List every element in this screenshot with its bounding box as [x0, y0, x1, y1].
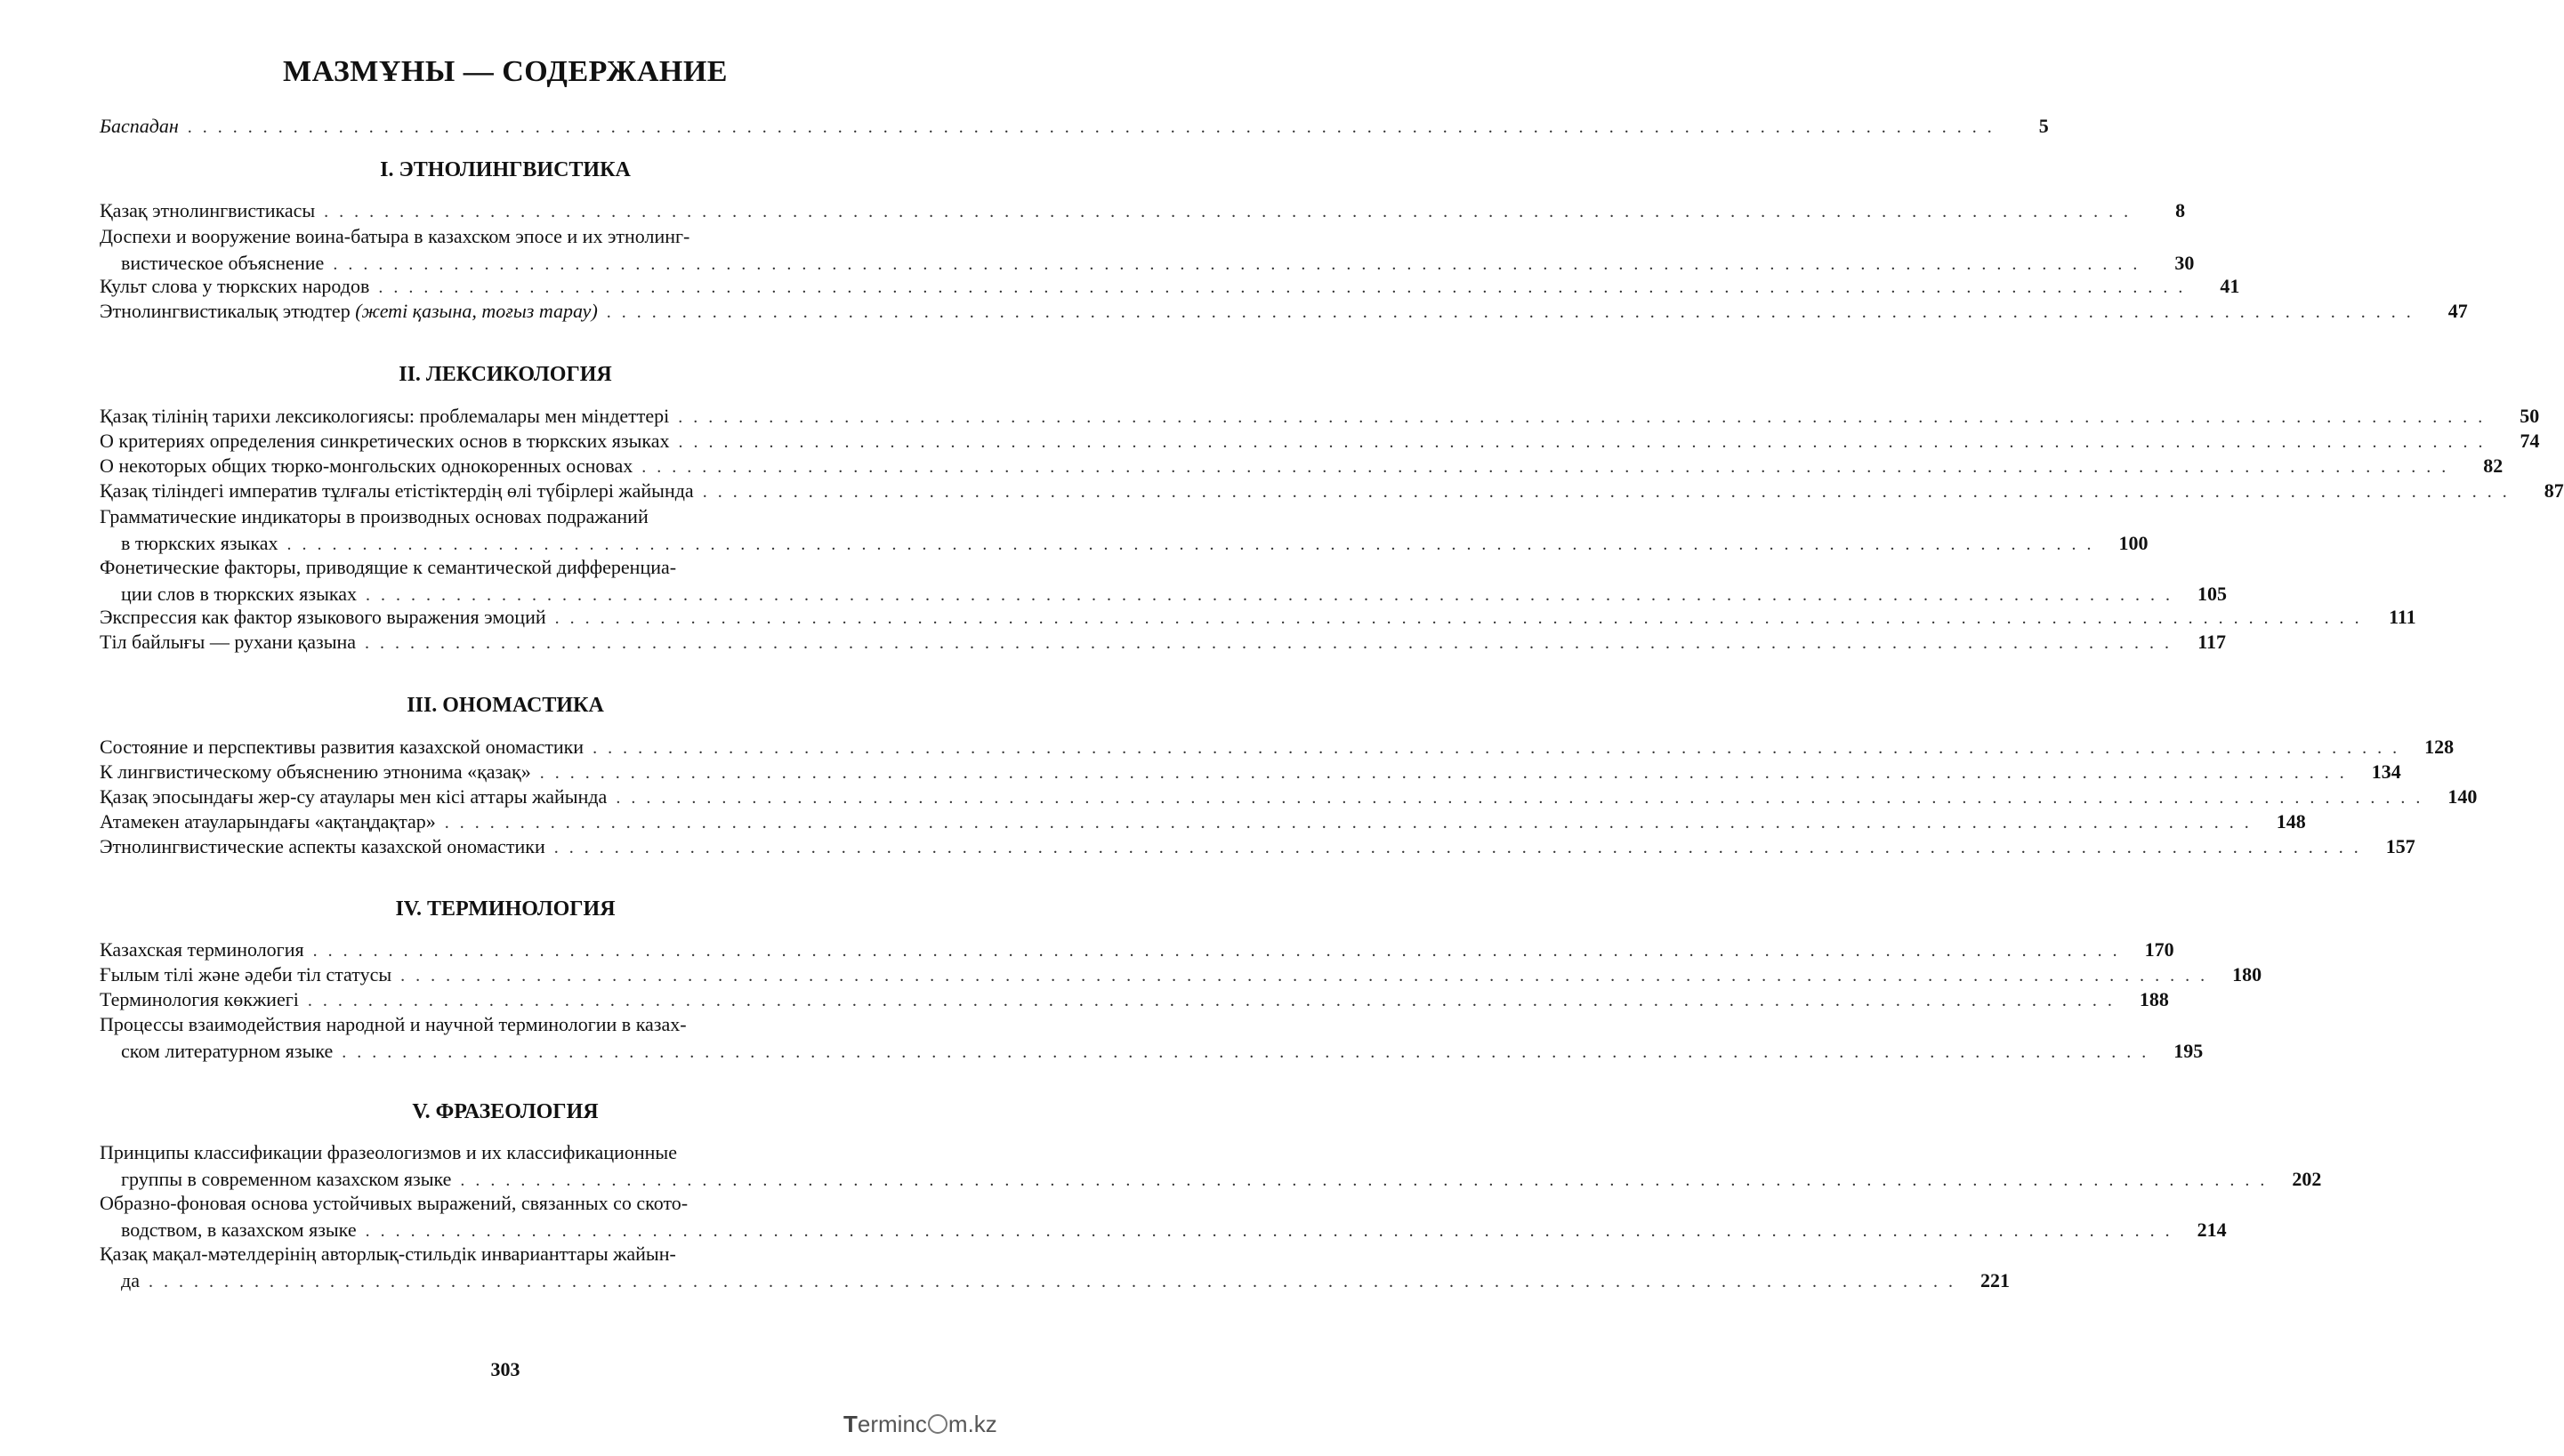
entry-label: Доспехи и вооружение воина-батыра в казахском эпосе и их этнолинг- — [100, 225, 690, 247]
dot-leader: ........................................................................................................................ — [554, 608, 2370, 628]
entry-label: Этнолингвистикалық этюдтер — [100, 300, 351, 322]
toc-entry[interactable] — [100, 759, 2401, 787]
entry-label: Культ слова у тюркских народов — [100, 275, 370, 297]
page-title: МАЗМҰНЫ — СОДЕРЖАНИЕ — [283, 55, 728, 88]
entry-label: Терминология көкжиегі — [100, 988, 299, 1010]
dot-leader: ........................................................................................................................ — [678, 407, 2494, 427]
toc-entry[interactable] — [100, 1190, 2227, 1244]
entry-label-cont: группы в современном казахском языке — [121, 1167, 452, 1190]
toc-entry[interactable] — [100, 604, 2416, 632]
section-title: III. ОНОМАСТИКА — [407, 694, 604, 717]
entry-label: Тіл байлығы — рухани қазына — [100, 631, 357, 653]
toc-entry-intro[interactable] — [100, 113, 2049, 141]
entry-page: 214 — [2197, 1218, 2227, 1241]
dot-leader: ........................................................................................................................ — [333, 253, 2149, 274]
entry-label: Образно-фоновая основа устойчивых выражений, связанных со ското- — [100, 1192, 689, 1214]
toc-entry[interactable] — [100, 808, 2306, 837]
entry-page: 134 — [2371, 760, 2401, 783]
dot-leader: ........................................................................................................................ — [378, 278, 2194, 297]
toc-entry[interactable] — [100, 1241, 2010, 1295]
entry-label-cont: да — [121, 1268, 140, 1291]
dot-leader: ........................................................................................................................ — [702, 482, 2518, 502]
dot-leader: ........................................................................................................................ — [460, 1170, 2276, 1190]
dot-leader: ........................................................................................................................ — [539, 763, 2355, 783]
entry-page: 140 — [2447, 785, 2478, 808]
dot-leader: ........................................................................................................................ — [365, 584, 2181, 605]
section-title: I. ЭТНОЛИНГВИСТИКА — [380, 158, 631, 181]
dot-leader: ........................................................................................................................ — [606, 302, 2422, 322]
toc-entry[interactable] — [100, 478, 2564, 506]
entry-page: 87 — [2544, 479, 2564, 502]
toc-entry[interactable] — [100, 503, 2149, 558]
toc-entry[interactable] — [100, 223, 2195, 278]
toc-entry[interactable] — [100, 554, 2227, 608]
watermark-text-1: erminc — [857, 1411, 927, 1437]
toc-entry[interactable] — [100, 734, 2455, 762]
entry-page: 100 — [2118, 531, 2149, 554]
entry-page: 8 — [2175, 199, 2186, 221]
entry-label: Грамматические индикаторы в производных основах подражаний — [100, 505, 649, 527]
dot-leader: ........................................................................................................................ — [148, 1271, 1963, 1291]
entry-page: 74 — [2520, 430, 2540, 452]
toc-entry[interactable] — [100, 298, 2468, 326]
entry-label: Ғылым тілі және әдеби тіл статусы — [100, 963, 392, 985]
entry-page: 105 — [2197, 582, 2227, 605]
entry-label: Состояние и перспективы развития казахской ономастики — [100, 736, 585, 758]
dot-leader: ........................................................................................................................ — [286, 534, 2102, 554]
entry-label: О критериях определения синкретических основ в тюркских языках — [100, 430, 670, 452]
entry-label: Казахская терминология — [100, 938, 304, 961]
toc-entry[interactable] — [100, 453, 2504, 481]
entry-page: 170 — [2144, 938, 2174, 961]
toc-entry[interactable] — [100, 197, 2186, 226]
entry-label: Қазақ тіліндегі императив тұлғалы етістіктердің өлі түбірлері жайында — [100, 479, 694, 502]
dot-leader: ........................................................................................................................ — [312, 941, 2128, 961]
entry-page: 221 — [1979, 1268, 2010, 1291]
entry-page: 157 — [2385, 835, 2415, 857]
entry-label: Процессы взаимодействия народной и научной терминологии в казах- — [100, 1013, 687, 1035]
entry-label-cont: вистическое объяснение — [121, 251, 325, 274]
entry-label: Баспадан — [100, 115, 179, 137]
entry-label: Этнолингвистические аспекты казахской ономастики — [100, 835, 545, 857]
entry-label: О некоторых общих тюрко-монгольских однокоренных основах — [100, 454, 633, 477]
section-title: II. ЛЕКСИКОЛОГИЯ — [399, 363, 612, 386]
toc-entry[interactable] — [100, 629, 2227, 657]
toc-entry[interactable] — [100, 961, 2262, 990]
entry-page: 195 — [2173, 1039, 2204, 1062]
entry-label-cont: в тюркских языках — [121, 531, 278, 554]
entry-label: Фонетические факторы, приводящие к семантической дифференциа- — [100, 556, 677, 578]
entry-page: 50 — [2520, 405, 2540, 427]
page-number: 303 — [490, 1358, 520, 1380]
entry-label-cont: ском литературном языке — [121, 1039, 334, 1062]
entry-label-cont: ции слов в тюркских языках — [121, 582, 357, 605]
entry-page: 82 — [2483, 454, 2504, 477]
entry-page: 47 — [2447, 300, 2468, 322]
dot-leader: ........................................................................................................................ — [678, 432, 2494, 452]
entry-label: Қазақ этнолингвистикасы — [100, 199, 316, 221]
magnifier-icon — [928, 1414, 947, 1434]
entry-page: 188 — [2139, 988, 2169, 1010]
entry-page: 5 — [2038, 115, 2049, 137]
dot-leader: ........................................................................................................................ — [342, 1042, 2157, 1062]
entry-page: 30 — [2174, 251, 2195, 274]
entry-label: Қазақ тілінің тарихи лексикологиясы: проблемалары мен міндеттері — [100, 405, 670, 427]
dot-leader: ........................................................................................................................ — [400, 966, 2216, 985]
dot-leader: ........................................................................................................................ — [553, 838, 2369, 857]
dot-leader: ........................................................................................................................ — [365, 1220, 2181, 1241]
entry-page: 41 — [2220, 275, 2240, 297]
dot-leader: ........................................................................................................................ — [324, 202, 2140, 221]
watermark-t: T — [843, 1411, 858, 1437]
toc-entry[interactable] — [100, 403, 2540, 431]
entry-page: 128 — [2424, 736, 2455, 758]
toc-entry[interactable] — [100, 428, 2540, 456]
entry-label: К лингвистическому объяснению этнонима «қазақ» — [100, 760, 531, 783]
section-title: IV. ТЕРМИНОЛОГИЯ — [395, 897, 616, 921]
entry-page: 202 — [2292, 1167, 2322, 1190]
entry-label-italic: (жеті қазына, тоғыз тарау) — [355, 300, 598, 322]
entry-label: Қазақ мақал-мәтелдерінің авторлық-стильдік инварианттары жайын- — [100, 1243, 676, 1265]
dot-leader: ........................................................................................................................ — [365, 633, 2181, 653]
toc-entry[interactable] — [100, 1011, 2204, 1066]
entry-page: 117 — [2197, 631, 2227, 653]
entry-label: Экспрессия как фактор языкового выражения эмоций — [100, 606, 546, 628]
dot-leader: ........................................................................................................................ — [616, 788, 2431, 808]
termincom-watermark — [843, 1411, 1021, 1443]
watermark-text-2: m.kz — [947, 1411, 997, 1437]
dot-leader: ........................................................................................................................ — [444, 813, 2260, 833]
toc-entry[interactable] — [100, 833, 2415, 862]
entry-page: 180 — [2232, 963, 2262, 985]
toc-entry[interactable] — [100, 937, 2174, 965]
dot-leader: ........................................................................................................................ — [641, 457, 2457, 477]
dot-leader: ........................................................................................................................ — [593, 738, 2408, 758]
entry-page: 111 — [2389, 606, 2416, 628]
toc-entry[interactable] — [100, 986, 2169, 1015]
entry-label: Атамекен атауларындағы «ақтаңдақтар» — [100, 810, 436, 833]
toc-entry[interactable] — [100, 784, 2478, 812]
dot-leader: ........................................................................................................................ — [307, 991, 2123, 1010]
section-title: V. ФРАЗЕОЛОГИЯ — [412, 1100, 599, 1123]
toc-entry[interactable] — [100, 1139, 2322, 1194]
entry-label: Қазақ эпосындағы жер-су атаулары мен кісі аттары жайында — [100, 785, 608, 808]
dot-leader: ........................................................................................................................ — [187, 117, 2003, 137]
toc-entry[interactable] — [100, 273, 2240, 302]
entry-label: Принципы классификации фразеологизмов и их классификационные — [100, 1141, 677, 1163]
entry-label-cont: водством, в казахском языке — [121, 1218, 357, 1241]
entry-page: 148 — [2276, 810, 2306, 833]
